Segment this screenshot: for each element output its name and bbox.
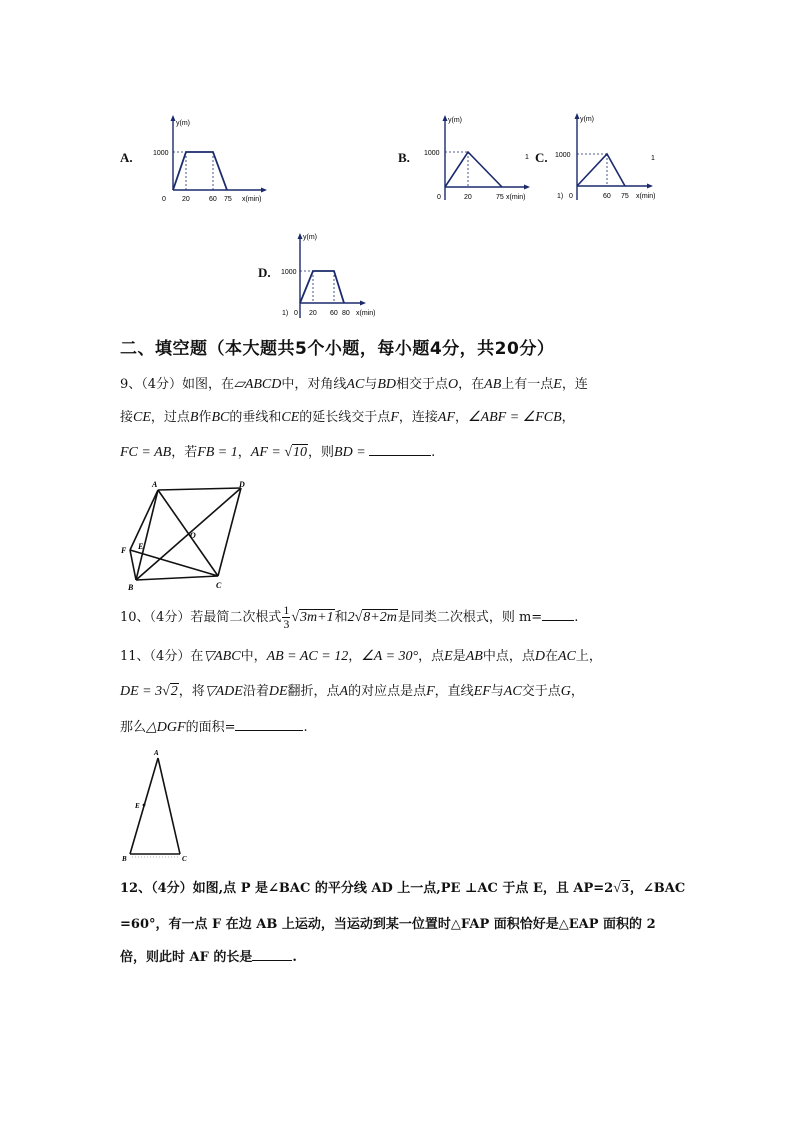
- origin-label: 0: [294, 310, 298, 317]
- x-tick-label: 60: [603, 193, 611, 200]
- y-tick-label: 1000: [153, 150, 169, 157]
- option-c-label: C.: [535, 150, 548, 165]
- point-label: C: [216, 581, 222, 590]
- distance-line: [300, 271, 344, 303]
- stray-mark: 1: [525, 154, 529, 161]
- q9-line-2: 接CE，过点B作BC的垂线和CE的延长线交于点F，连接AF，∠ABF = ∠FCB，: [120, 410, 575, 425]
- origin-label: 0: [569, 193, 573, 200]
- q12-line-1: 12、（4分）如图,点 P 是∠BAC 的平分线 AD 上一点,PE ⊥AC 于点 E，且 AP=2√3，∠BAC: [120, 881, 686, 896]
- point-label: A: [152, 480, 158, 489]
- q11-line-2: DE = 3√2，将▽ADE沿着DE翻折，点A的对应点是点F，直线EF与AC交于点G，: [120, 684, 584, 699]
- q12-line-3: 倍，则此时 AF 的长是 .: [120, 950, 297, 965]
- distance-line: [577, 154, 625, 186]
- x-axis-label: x(min): [356, 310, 376, 317]
- option-b-label: B.: [398, 150, 410, 165]
- x-tick-label: 20: [464, 194, 472, 201]
- q11-figure: [118, 746, 198, 866]
- x-tick-label: 60: [330, 310, 338, 317]
- y-axis-label: y(m): [303, 234, 317, 241]
- y-axis-label: y(m): [448, 117, 462, 124]
- y-axis-label: y(m): [176, 120, 190, 127]
- q11-line-3: 那么△DGF的面积= .: [120, 720, 308, 735]
- point-label: B: [122, 855, 127, 863]
- option-a-label: A.: [120, 150, 133, 165]
- point-label: A: [154, 749, 159, 757]
- q12-line-2: =60°，有一点 F 在边 AB 上运动，当运动到某一位置时△FAP 面积恰好是△EAP 面积的 2: [120, 917, 656, 932]
- answer-blank[interactable]: [252, 959, 292, 961]
- option-c-graph: [555, 108, 665, 206]
- y-tick-label: 1000: [281, 269, 297, 276]
- x-tick-label: 75: [496, 194, 504, 201]
- point-label: C: [182, 855, 187, 863]
- y-tick-label: 1000: [555, 152, 571, 159]
- distance-line: [173, 152, 227, 190]
- x-tick-label: 20: [182, 196, 190, 203]
- q9-line-1: 9、（4分）如图，在▱ABCD中，对角线AC与BD相交于点O，在AB上有一点E，连: [120, 377, 588, 392]
- q11-line-1: 11、（4分）在▽ABC中，AB = AC = 12，∠A = 30°，点E是AB中点，点D在AC上，: [120, 649, 602, 664]
- x-tick-label: 20: [309, 310, 317, 317]
- origin-label: 0: [437, 194, 441, 201]
- y-axis-label: y(m): [580, 116, 594, 123]
- x-axis-label: x(min): [506, 194, 526, 201]
- point-label: B: [128, 583, 134, 592]
- point-label: D: [239, 480, 245, 489]
- point-label: F: [121, 546, 127, 555]
- option-d-graph: [280, 228, 385, 323]
- option-b-graph: [420, 112, 538, 207]
- stray-mark: 1): [282, 310, 289, 317]
- option-d-label: D.: [258, 265, 271, 280]
- x-axis-label: x(min): [242, 196, 262, 203]
- x-tick-label: 75: [224, 196, 232, 203]
- x-tick-label: 80: [342, 310, 350, 317]
- distance-line: [445, 152, 502, 187]
- answer-blank[interactable]: [542, 619, 574, 621]
- q9-line-3: FC = AB，若FB = 1，AF = √10，则BD = .: [120, 445, 436, 460]
- origin-label: 0: [162, 196, 166, 203]
- x-tick-label: 75: [621, 193, 629, 200]
- q9-figure: [118, 478, 258, 593]
- point-label: E: [135, 802, 140, 810]
- guides: [300, 271, 334, 303]
- option-a-graph: [155, 112, 270, 207]
- x-tick-label: 60: [209, 196, 217, 203]
- x-axis-label: x(min): [636, 193, 656, 200]
- q10-line: 10、（4分）若最简二次根式 $\frac{1}{3}$ √3m+1和2√8+2m是同类二次根式，则 m= .: [120, 603, 579, 631]
- stray-mark: 1): [557, 193, 564, 200]
- answer-blank[interactable]: [235, 729, 303, 731]
- y-tick-label: 1000: [424, 150, 440, 157]
- point-label: O: [190, 531, 196, 540]
- answer-blank[interactable]: [369, 454, 431, 456]
- section-title: 二、填空题（本大题共5个小题，每小题4分，共20分）: [120, 339, 555, 359]
- point-label: E: [138, 542, 144, 551]
- stray-mark: 1: [651, 155, 655, 162]
